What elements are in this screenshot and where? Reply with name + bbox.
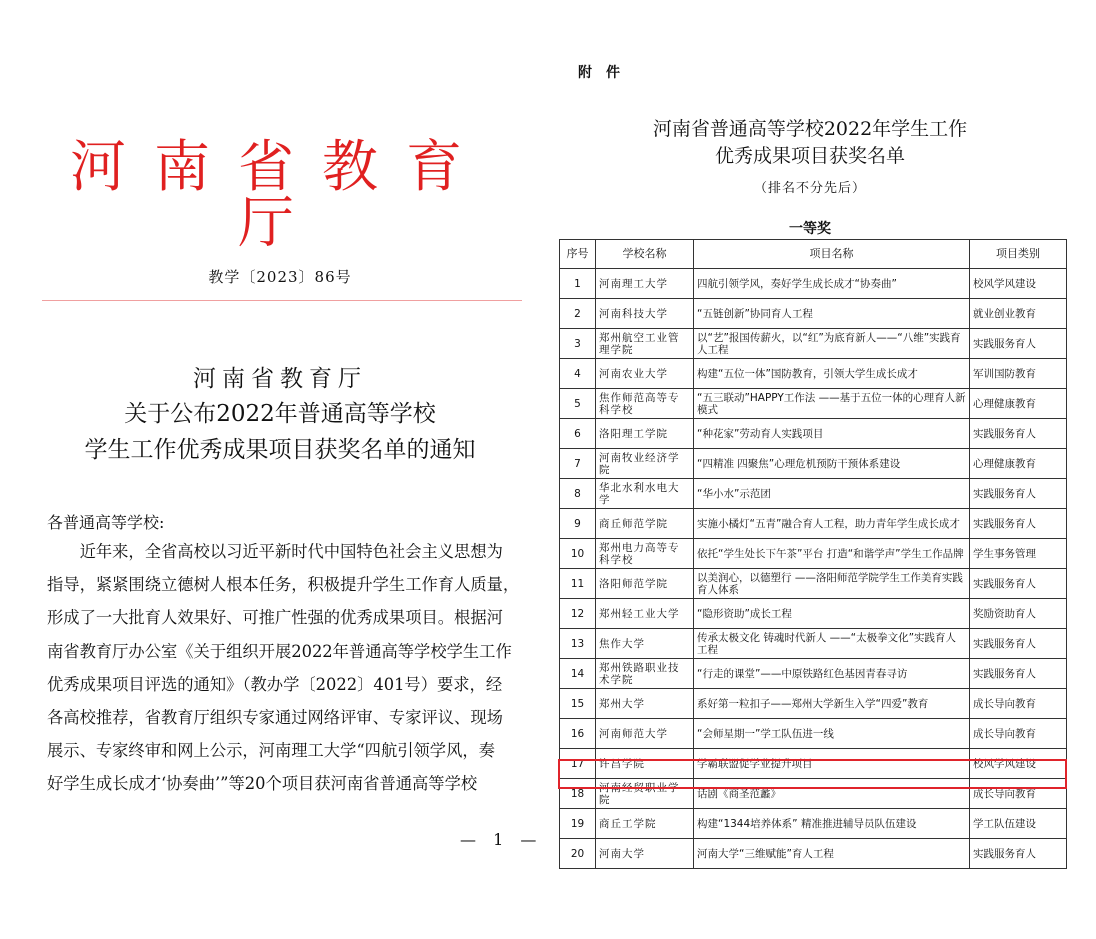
school-name: 商丘工学院: [596, 809, 694, 839]
row-number: 5: [560, 389, 596, 419]
column-header-number: 序号: [560, 240, 596, 269]
salutation: 各普通高等学校:: [47, 513, 165, 532]
project-name: 以“艺”报国传薪火，以“红”为底育新人——“八维”实践育人工程: [694, 329, 970, 359]
project-category: 学工队伍建设: [970, 809, 1067, 839]
row-number: 17: [560, 749, 596, 779]
table-row: [560, 509, 1067, 539]
row-number: 7: [560, 449, 596, 479]
list-title-line-2: 优秀成果项目获奖名单: [714, 145, 905, 167]
row-number: 20: [560, 839, 596, 869]
school-name: 郑州铁路职业技术学院: [596, 659, 694, 689]
project-name: “五链创新”协同育人工程: [694, 299, 970, 329]
table-row: [560, 449, 1067, 479]
school-name: 华北水利水电大学: [596, 479, 694, 509]
issuer-masthead: 河南省教育厅: [70, 135, 490, 256]
school-name: 河南大学: [596, 839, 694, 869]
body-line: 近年来，全省高校以习近平新时代中国特色社会主义思想为: [47, 542, 503, 561]
project-category: 实践服务育人: [970, 419, 1067, 449]
row-number: 4: [560, 359, 596, 389]
table-row: [560, 269, 1067, 299]
project-name: “五三联动”HAPPY工作法 ——基于五位一体的心理育人新模式: [694, 389, 970, 419]
school-name: 郑州轻工业大学: [596, 599, 694, 629]
school-name: 焦作大学: [596, 629, 694, 659]
order-note: （排名不分先后）: [753, 181, 866, 196]
project-category: 实践服务育人: [970, 839, 1067, 869]
row-number: 1: [560, 269, 596, 299]
notice-title-line-3: 学生工作优秀成果项目获奖名单的通知: [84, 437, 476, 463]
row-number: 3: [560, 329, 596, 359]
table-row: [560, 419, 1067, 449]
school-name: 郑州大学: [596, 689, 694, 719]
notice-title-line-2: 关于公布2022年普通高等学校: [124, 401, 436, 427]
document-number: 教学〔2023〕86号: [208, 268, 352, 286]
project-category: 军训国防教育: [970, 359, 1067, 389]
row-number: 11: [560, 569, 596, 599]
project-category: 实践服务育人: [970, 329, 1067, 359]
table-row: [560, 809, 1067, 839]
table-row: [560, 359, 1067, 389]
project-name: “华小水”示范团: [694, 479, 970, 509]
school-name: 商丘师范学院: [596, 509, 694, 539]
project-category: 心理健康教育: [970, 389, 1067, 419]
project-name: 以美润心，以德塑行 ——洛阳师范学院学生工作美育实践育人体系: [694, 569, 970, 599]
school-name: 河南经贸职业学院: [596, 779, 694, 809]
table-row: [560, 659, 1067, 689]
school-name: 河南科技大学: [596, 299, 694, 329]
project-category: 实践服务育人: [970, 659, 1067, 689]
row-number: 12: [560, 599, 596, 629]
body-line: 好学生成长成才‘协奏曲’”等20个项目获河南省普通高等学校: [47, 774, 478, 793]
school-name: 洛阳理工学院: [596, 419, 694, 449]
row-number: 14: [560, 659, 596, 689]
attachment-label: 附件: [578, 65, 634, 81]
row-number: 18: [560, 779, 596, 809]
row-number: 13: [560, 629, 596, 659]
row-number: 19: [560, 809, 596, 839]
project-name: 构建“1344培养体系” 精准推进辅导员队伍建设: [694, 809, 970, 839]
body-line: 展示、专家终审和网上公示，河南理工大学“四航引领学风，奏: [47, 741, 495, 760]
row-number: 16: [560, 719, 596, 749]
school-name: 郑州航空工业管理学院: [596, 329, 694, 359]
project-name: “行走的课堂”——中原铁路红色基因青春寻访: [694, 659, 970, 689]
project-category: 校风学风建设: [970, 749, 1067, 779]
row-number: 2: [560, 299, 596, 329]
table-row: [560, 299, 1067, 329]
table-row: [560, 599, 1067, 629]
table-row: [560, 569, 1067, 599]
project-category: 成长导向教育: [970, 779, 1067, 809]
table-row: [560, 629, 1067, 659]
project-category: 成长导向教育: [970, 719, 1067, 749]
table-row: [560, 389, 1067, 419]
project-name: 河南大学“三维赋能”育人工程: [694, 839, 970, 869]
red-divider-line: [42, 300, 522, 301]
project-name: 系好第一粒扣子——郑州大学新生入学“四爱”教育: [694, 689, 970, 719]
project-name: 四航引领学风，奏好学生成长成才“协奏曲”: [694, 269, 970, 299]
project-name: 传承太极文化 铸魂时代新人 ——“太极拳文化”实践育人工程: [694, 629, 970, 659]
school-name: 河南师范大学: [596, 719, 694, 749]
page-number: — 1 —: [460, 830, 543, 849]
project-name: 构建“五位一体”国防教育，引领大学生成长成才: [694, 359, 970, 389]
table-row: [560, 719, 1067, 749]
project-name: “会师星期一”学工队伍进一线: [694, 719, 970, 749]
list-title-line-1: 河南省普通高等学校2022年学生工作: [652, 118, 968, 140]
project-name: “四精准 四聚焦”心理危机预防干预体系建设: [694, 449, 970, 479]
highlight-box: [558, 759, 1067, 789]
column-header-school: 学校名称: [596, 240, 694, 269]
table-row: [560, 479, 1067, 509]
table-row: [560, 689, 1067, 719]
project-name: 学霸联盟促学业提升项目: [694, 749, 970, 779]
project-name: “隐形资助”成长工程: [694, 599, 970, 629]
school-name: 许昌学院: [596, 749, 694, 779]
school-name: 郑州电力高等专科学校: [596, 539, 694, 569]
project-category: 实践服务育人: [970, 569, 1067, 599]
table-row: [560, 839, 1067, 869]
prize-level-heading: 一等奖: [789, 221, 831, 237]
project-name: 实施小橘灯“五青”融合育人工程，助力青年学生成长成才: [694, 509, 970, 539]
project-name: 依托“学生处长下午茶”平台 打造“和谐学声”学生工作品牌: [694, 539, 970, 569]
school-name: 洛阳师范学院: [596, 569, 694, 599]
school-name: 河南农业大学: [596, 359, 694, 389]
school-name: 河南理工大学: [596, 269, 694, 299]
project-category: 学生事务管理: [970, 539, 1067, 569]
project-category: 心理健康教育: [970, 449, 1067, 479]
body-line: 各高校推荐，省教育厅组织专家通过网络评审、专家评议、现场: [47, 708, 503, 727]
body-line: 优秀成果项目评选的通知》（教办学〔2022〕401号）要求，经: [47, 675, 503, 694]
notice-title-line-1: 河南省教育厅: [193, 366, 367, 392]
body-line: 形成了一大批育人效果好、可推广性强的优秀成果项目。根据河: [47, 608, 503, 627]
table-header-row: [560, 240, 1067, 269]
school-name: 焦作师范高等专科学校: [596, 389, 694, 419]
row-number: 15: [560, 689, 596, 719]
project-category: 成长导向教育: [970, 689, 1067, 719]
table-row: [560, 539, 1067, 569]
project-category: 实践服务育人: [970, 509, 1067, 539]
column-header-project: 项目名称: [694, 240, 970, 269]
table-row: [560, 329, 1067, 359]
row-number: 10: [560, 539, 596, 569]
project-category: 奖励资助育人: [970, 599, 1067, 629]
body-line: 南省教育厅办公室《关于组织开展2022年普通高等学校学生工作: [47, 642, 512, 661]
row-number: 6: [560, 419, 596, 449]
row-number: 8: [560, 479, 596, 509]
column-header-category: 项目类别: [970, 240, 1067, 269]
project-category: 实践服务育人: [970, 629, 1067, 659]
project-category: 就业创业教育: [970, 299, 1067, 329]
project-name: 话剧《商圣范蠡》: [694, 779, 970, 809]
project-name: “种花家”劳动育人实践项目: [694, 419, 970, 449]
row-number: 9: [560, 509, 596, 539]
project-category: 实践服务育人: [970, 479, 1067, 509]
school-name: 河南牧业经济学院: [596, 449, 694, 479]
body-line: 指导，紧紧围绕立德树人根本任务，积极提升学生工作育人质量，: [47, 575, 520, 594]
project-category: 校风学风建设: [970, 269, 1067, 299]
